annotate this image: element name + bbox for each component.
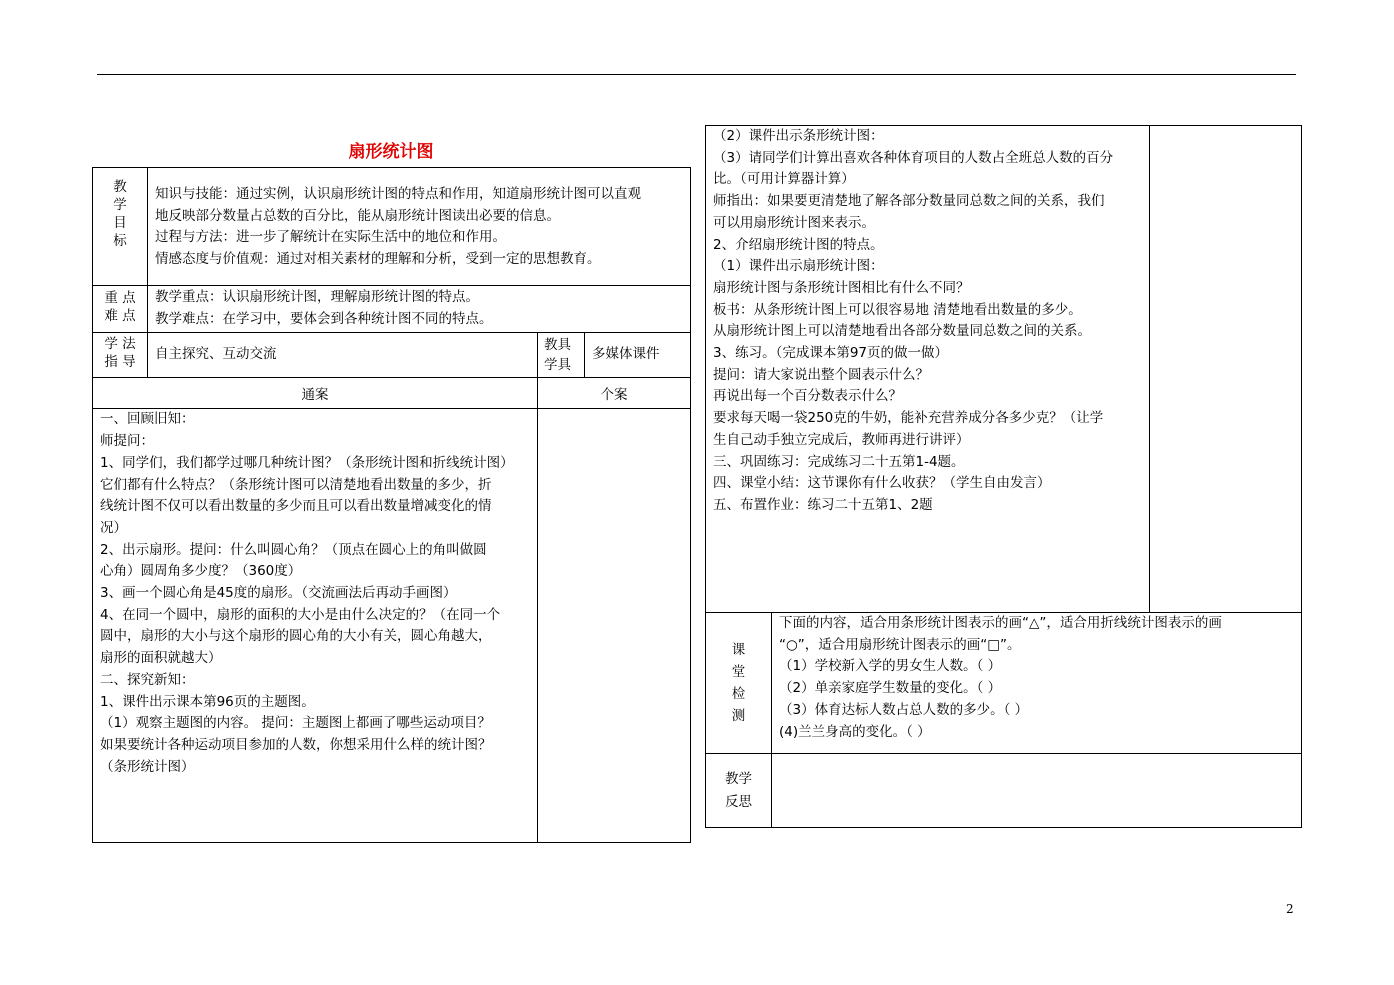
body-line: 2、介绍扇形统计图的特点。 [713, 236, 884, 253]
key-point: 教学重点：认识扇形统计图，理解扇形统计图的特点。 [155, 289, 479, 305]
body-line: 扇形的面积就越大） [100, 650, 222, 667]
left-lesson-table [92, 167, 691, 843]
objectives-line: 情感态度与价值观：通过对相关素材的理解和分析，受到一定的思想教育。 [155, 251, 601, 268]
tools-label-cell [538, 333, 585, 378]
body-line: 可以用扇形统计图来表示。 [713, 214, 875, 231]
key-points-cell [148, 286, 691, 333]
body-line: 况） [100, 519, 127, 536]
common-body-cell [93, 409, 538, 843]
body-line: 提问：请大家说出整个圆表示什么？ [713, 366, 929, 383]
continued-body [706, 126, 1149, 519]
objectives-line: 知识与技能：通过实例，认识扇形统计图的特点和作用，知道扇形统计图可以直观 [155, 186, 641, 202]
method-cell [148, 333, 538, 378]
check-line: （2）单亲家庭学生数量的变化。（ ） [779, 680, 1002, 697]
body-line: 心角）圆周角多少度？（360度） [100, 563, 302, 580]
key-point: 教学难点：在学习中，要体会到各种统计图不同的特点。 [155, 310, 493, 327]
objectives-line: 过程与方法：进一步了解统计在实际生活中的地位和作用。 [155, 229, 506, 246]
body-line: 板书：从条形统计图上可以很容易地 清楚地看出数量的多少。 [713, 301, 1082, 318]
page-title: 扇形统计图 [348, 142, 434, 162]
key-label-cell [93, 286, 148, 333]
body-line: 线统计图不仅可以看出数量的多少而且可以看出数量增减变化的情 [100, 498, 492, 515]
common-header: 通案 [301, 387, 329, 404]
body-line: 从扇形统计图上可以清楚地看出各部分数量同总数之间的关系。 [713, 323, 1091, 340]
check-cell [772, 613, 1302, 754]
method-label-cell [93, 333, 148, 378]
reflection-label: 教学 反思 [725, 770, 752, 810]
body-line: （3）请同学们计算出喜欢各种体育项目的人数占全班总人数的百分 [713, 149, 1114, 166]
body-line: 3、练习。（完成课本第97页的做一做） [713, 345, 949, 362]
method-label: 学 法 指 导 [104, 336, 136, 371]
common-body [93, 409, 537, 780]
body-line: 如果要统计各种运动项目参加的人数，你想采用什么样的统计图？ [100, 736, 492, 753]
continued-individual-cell [1150, 126, 1302, 613]
method-text: 自主探究、互动交流 [155, 346, 277, 363]
body-line: 三、巩固练习：完成练习二十五第1-4题。 [713, 453, 965, 470]
body-line: （条形统计图） [100, 758, 195, 775]
body-line: 五、布置作业：练习二十五第1、2题 [713, 496, 933, 513]
body-line: 圆中，扇形的大小与这个扇形的圆心角的大小有关，圆心角越大， [100, 628, 492, 645]
body-line: 扇形统计图与条形统计图相比有什么不同？ [713, 279, 970, 296]
body-line: 师提问： [100, 433, 154, 450]
header-rule [97, 74, 1296, 75]
individual-body-cell [538, 409, 691, 843]
body-line: 要求每天喝一袋250克的牛奶，能补充营养成分各多少克？（让学 [713, 410, 1104, 427]
objectives-label-cell [93, 168, 148, 286]
check-line: “○”，适合用扇形统计图表示的画“□”。 [779, 636, 1021, 653]
body-line: 二、探究新知： [100, 671, 195, 688]
body-line: 2、出示扇形。提问：什么叫圆心角？（顶点在圆心上的角叫做圆 [100, 541, 487, 558]
body-line: 生自己动手独立完成后，教师再进行讲评） [713, 431, 970, 448]
tools-text: 多媒体课件 [592, 346, 660, 363]
tools-cell [585, 333, 691, 378]
check-line: 下面的内容，适合用条形统计图表示的画“△”，适合用折线统计图表示的画 [779, 615, 1222, 631]
body-line: 比。（可用计算器计算） [713, 171, 855, 188]
body-line: 师指出：如果要更清楚地了解各部分数量同总数之间的关系，我们 [713, 193, 1105, 210]
body-line: 4、在同一个圆中，扇形的面积的大小是由什么决定的？（在同一个 [100, 606, 501, 623]
body-line: （1）观察主题图的内容。 提问：主题图上都画了哪些运动项目？ [100, 715, 491, 732]
objectives-cell [148, 168, 691, 286]
body-line: （1）课件出示扇形统计图： [713, 258, 884, 275]
check-label-cell [706, 613, 772, 754]
check-line: （3）体育达标人数占总人数的多少。（ ） [779, 701, 1029, 718]
check-line: （1）学校新入学的男女生人数。（ ） [779, 658, 1002, 675]
body-line: 一、回顾旧知： [100, 411, 195, 428]
objectives-label: 教 学 目 标 [113, 179, 127, 249]
body-line: 四、课堂小结：这节课你有什么收获？（学生自由发言） [713, 475, 1051, 492]
objectives-line: 地反映部分数量占总数的百分比，能从扇形统计图读出必要的信息。 [155, 207, 560, 224]
reflection-label-cell [706, 754, 772, 828]
body-line: 1、同学们，我们都学过哪几种统计图？（条形统计图和折线统计图） [100, 454, 514, 471]
page-number: 2 [1286, 902, 1294, 916]
reflection-cell [772, 754, 1302, 828]
body-line: （2）课件出示条形统计图： [713, 128, 884, 144]
check-body [772, 613, 1301, 745]
body-line: 再说出每一个百分数表示什么？ [713, 388, 902, 405]
continued-body-cell [706, 126, 1150, 613]
right-lesson-table [705, 125, 1302, 828]
check-line: (4)兰兰身高的变化。（ ） [779, 723, 931, 740]
key-label: 重 点 难 点 [104, 290, 136, 324]
individual-header: 个案 [600, 387, 628, 404]
body-line: 1、课件出示课本第96页的主题图。 [100, 693, 315, 710]
body-line: 它们都有什么特点？（条形统计图可以清楚地看出数量的多少，折 [100, 476, 492, 493]
tools-label: 教具 学具 [544, 337, 571, 374]
body-line: 3、画一个圆心角是45度的扇形。（交流画法后再动手画图） [100, 585, 457, 602]
common-header-cell [93, 378, 538, 409]
individual-header-cell [538, 378, 691, 409]
check-label: 课 堂 检 测 [731, 642, 746, 724]
